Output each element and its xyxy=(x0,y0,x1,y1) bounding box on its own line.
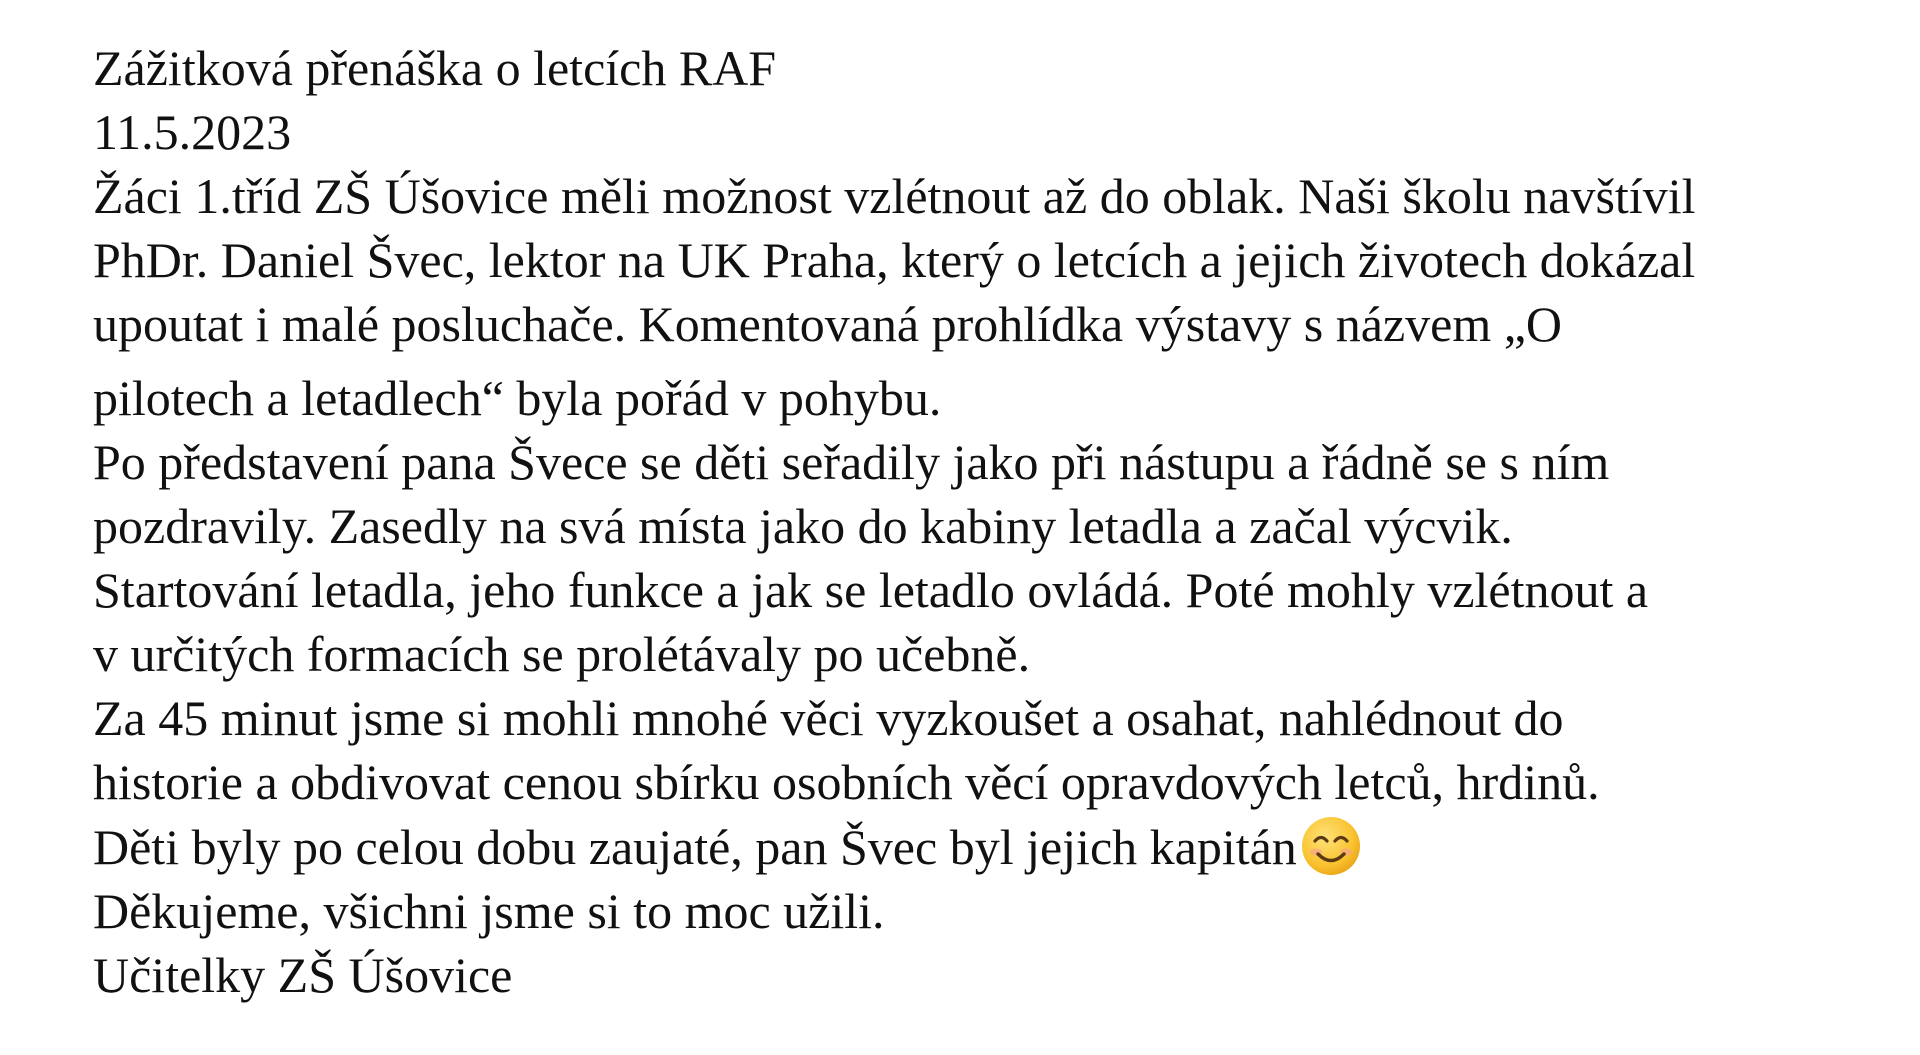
paragraph-3-line-3: Děti byly po celou dobu zaujaté, pan Švec byl jejich kapitán xyxy=(93,819,1297,875)
paragraph-3-line-3-row xyxy=(93,814,1893,879)
paragraph-2-line-1: Po představení pana Švece se děti seřadily jako při nástupu a řádně se s ním xyxy=(93,434,1610,490)
paragraph-3-line-2: historie a obdivovat cenou sbírku osobních věcí opravdových letců, hrdinů. xyxy=(93,754,1600,810)
closing-line: Děkujeme, všichni jsme si to moc užili. xyxy=(93,883,885,939)
paragraph-1-line-2: PhDr. Daniel Švec, lektor na UK Praha, který o letcích a jejich životech dokázal xyxy=(93,232,1696,288)
paragraph-3-line-1: Za 45 minut jsme si mohli mnohé věci vyzkoušet a osahat, nahlédnout do xyxy=(93,690,1564,746)
document-body xyxy=(93,36,1893,1007)
document-title: Zážitková přenáška o letcích RAF xyxy=(93,40,777,96)
paragraph-1-line-3: upoutat i malé posluchače. Komentovaná prohlídka výstavy s názvem „O xyxy=(93,296,1563,352)
signature-line: Učitelky ZŠ Úšovice xyxy=(93,947,513,1003)
paragraph-1-line-4: pilotech a letadlech“ byla pořád v pohybu. xyxy=(93,370,942,426)
paragraph-2-line-2: pozdravily. Zasedly na svá místa jako do kabiny letadla a začal výcvik. xyxy=(93,498,1513,554)
paragraph-2-line-3: Startování letadla, jeho funkce a jak se letadlo ovládá. Poté mohly vzlétnout a xyxy=(93,562,1649,618)
paragraph-1-line-1: Žáci 1.tříd ZŠ Úšovice měli možnost vzlétnout až do oblak. Naši školu navštívil xyxy=(93,168,1696,224)
smiling-face-icon xyxy=(1299,814,1363,878)
paragraph-2-line-4: v určitých formacích se prolétávaly po učebně. xyxy=(93,626,1031,682)
document-date: 11.5.2023 xyxy=(93,104,292,160)
